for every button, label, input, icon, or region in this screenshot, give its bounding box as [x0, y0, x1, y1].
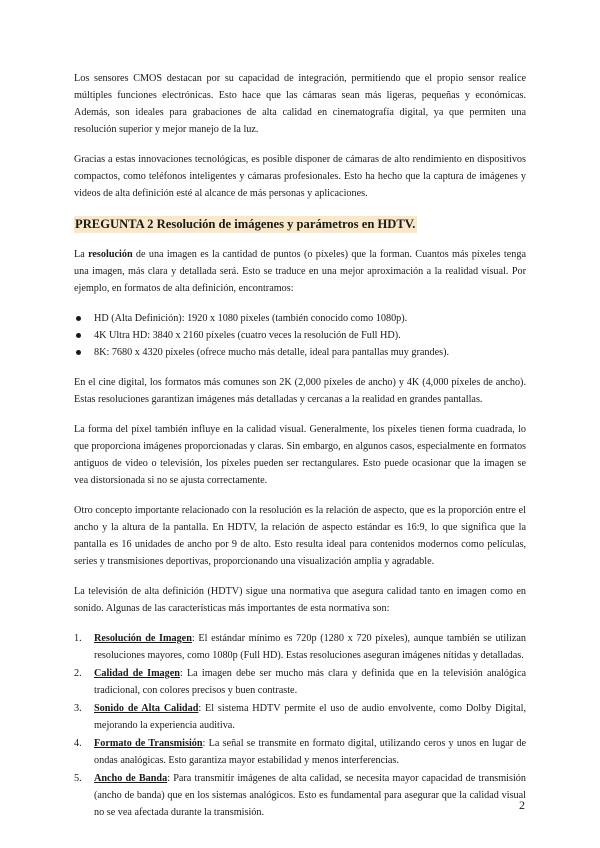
list-item: [74, 344, 526, 361]
feature-title: Ancho de Banda: [94, 773, 168, 784]
list-number: 1.: [74, 633, 82, 644]
list-item-text: 4K Ultra HD: 3840 x 2160 píxeles (cuatro veces la resolución de Full HD).: [94, 330, 401, 341]
feature-text: : La señal se transmite en formato digital, utilizando ceros y unos en lugar de ondas analógicas. Esto garantiza mayor estabilidad y menos interferencias.: [94, 738, 526, 766]
list-item: [74, 735, 526, 769]
list-number: 4.: [74, 738, 82, 749]
paragraph-resolution: [74, 246, 526, 297]
feature-title: Calidad de Imagen: [94, 668, 180, 679]
list-item: [74, 700, 526, 734]
feature-text: : Para transmitir imágenes de alta calidad, se necesita mayor capacidad de transmisión (ancho de banda) que en los sistemas analógicos. Esto es fundamental para asegurar que la calidad visual no se vea afectada durante la transmisión.: [94, 773, 526, 818]
feature-text: : El sistema HDTV permite el uso de audio envolvente, como Dolby Digital, mejorando la experiencia auditiva.: [94, 703, 526, 731]
bullet-icon: [76, 350, 81, 355]
paragraph-digital-cinema: En el cine digital, los formatos más comunes son 2K (2,000 píxeles de ancho) y 4K (4,000 píxeles de ancho). Estas resoluciones garantizan imágenes más detalladas y cercanas a la realidad en grandes pantallas.: [74, 377, 526, 405]
section-heading-wrapper: [74, 215, 526, 246]
list-item: [74, 665, 526, 699]
bullet-icon: [76, 333, 81, 338]
page-number: 2: [519, 798, 525, 812]
list-item: [74, 770, 526, 821]
hdtv-features-list: [74, 630, 526, 821]
feature-title: Formato de Transmisión: [94, 738, 203, 749]
page-content: [74, 70, 526, 822]
paragraph-cmos: Los sensores CMOS destacan por su capacidad de integración, permitiendo que el propio sensor realice múltiples funciones electrónicas. Esto hace que las cámaras sean más ligeras, pequeñas y económicas. Además, son ideales para grabaciones de alta calidad en cinematografía digital, ya que permiten una resolución superior y mejor manejo de la luz.: [74, 73, 526, 135]
feature-text: : El estándar mínimo es 720p (1280 x 720 píxeles), aunque también se utilizan resoluciones mayores, como 1080p (Full HD). Estas resoluciones aseguran imágenes nítidas y detalladas.: [94, 633, 526, 661]
resolution-lead: La: [74, 249, 89, 260]
paragraph-aspect-ratio: Otro concepto importante relacionado con la resolución es la relación de aspecto, que es la proporción entre el ancho y la altura de la pantalla. En HDTV, la relación de aspecto estándar es 16:9, lo que significa que la pantalla es 16 unidades de ancho por 9 de alto. Esto resulta ideal para contenidos modernos como películas, series y transmisiones deportivas, proporcionando una visualización amplia y agradable.: [74, 505, 526, 567]
bullet-icon: [76, 316, 81, 321]
list-item: [74, 310, 526, 327]
resolution-term: resolución: [88, 249, 133, 260]
feature-text: : La imagen debe ser mucho más clara y definida que en la televisión analógica tradicional, con colores precisos y buen contraste.: [94, 668, 526, 696]
list-item-text: 8K: 7680 x 4320 píxeles (ofrece mucho más detalle, ideal para pantallas muy grandes).: [94, 347, 450, 358]
paragraph-innovations: Gracias a estas innovaciones tecnológicas, es posible disponer de cámaras de alto rendimiento en dispositivos compactos, como teléfonos inteligentes y cámaras profesionales. Esto ha hecho que la captura de imágenes y videos de alta definición esté al alcance de más personas y aplicaciones.: [74, 154, 526, 199]
list-item-text: HD (Alta Definición): 1920 x 1080 píxeles (también conocido como 1080p).: [94, 313, 408, 324]
list-item: [74, 630, 526, 664]
resolution-list: [74, 310, 526, 361]
feature-title: Resolución de Imagen: [94, 633, 192, 644]
resolution-rest: de una imagen es la cantidad de puntos (o píxeles) que la forman. Cuantos más píxeles tenga una imagen, más clara y detallada será. Esto se traduce en una mejor aproximación a la realidad visual. Por ejemplo, en formatos de alta definición, encontramos:: [74, 249, 526, 294]
feature-title: Sonido de Alta Calidad: [94, 703, 199, 714]
list-number: 3.: [74, 703, 82, 714]
paragraph-hdtv-standard: La televisión de alta definición (HDTV) sigue una normativa que asegura calidad tanto en imagen como en sonido. Algunas de las características más importantes de esta normativa son:: [74, 586, 526, 614]
list-item: [74, 327, 526, 344]
paragraph-pixel-shape: La forma del píxel también influye en la calidad visual. Generalmente, los píxeles tienen forma cuadrada, lo que proporciona imágenes proporcionadas y claras. Sin embargo, en algunos casos, especialmente en formatos antiguos de video o televisión, los píxeles pueden ser rectangulares. Esto puede ocasionar que la imagen se vea distorsionada si no se ajusta correctamente.: [74, 424, 526, 486]
list-number: 2.: [74, 668, 82, 679]
list-number: 5.: [74, 773, 82, 784]
section-heading: PREGUNTA 2 Resolución de imágenes y parámetros en HDTV.: [75, 217, 416, 231]
